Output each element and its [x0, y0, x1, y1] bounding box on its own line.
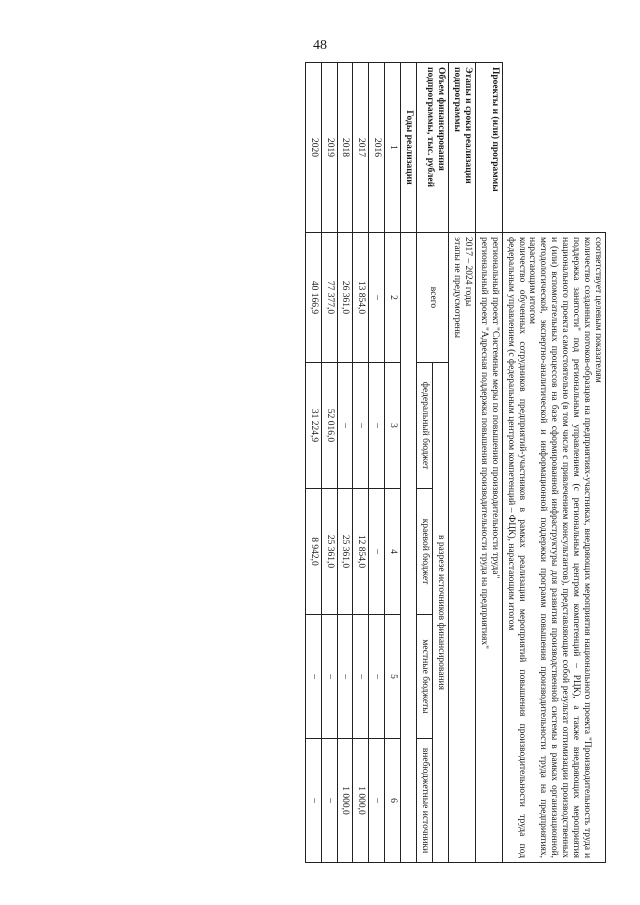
- total-header: всего: [417, 233, 449, 363]
- total-cell: –: [369, 233, 385, 363]
- col-number: 2: [385, 233, 401, 363]
- table-row: [321, 63, 337, 863]
- local-cell: –: [321, 615, 337, 739]
- col-numbers-row: [385, 63, 401, 863]
- stages-cell: [449, 233, 476, 863]
- indicators-cell: [502, 233, 605, 863]
- total-cell: 40 166,9: [305, 233, 321, 363]
- source-header-federal: федеральный бюджет: [417, 363, 433, 489]
- indicators-line: количество обученных сотрудников предприятий-участников в рамках реализации мероприятий повышения производительности труда под федеральным управлением (с федеральным центром компетенций – ФЦК), нарастающим итогом: [505, 237, 527, 859]
- year-cell: 2017: [353, 63, 369, 233]
- federal-cell: –: [353, 363, 369, 489]
- table-row: [305, 63, 321, 863]
- indicators-row: [502, 63, 605, 863]
- stages-label: Этапы и сроки реализации подпрограммы: [449, 63, 476, 233]
- project-line: региональный проект "Системные меры по повышению производительности труда": [489, 237, 500, 579]
- local-cell: –: [305, 615, 321, 739]
- regional-cell: 25 361,0: [321, 489, 337, 615]
- table-row: [337, 63, 353, 863]
- years-header-row: [401, 63, 417, 863]
- indicators-line: соответствует целевым показателям: [593, 237, 603, 383]
- total-cell: 26 361,0: [337, 233, 353, 363]
- year-cell: 2020: [305, 63, 321, 233]
- years-header: Годы реализации: [401, 63, 417, 233]
- total-cell: 13 854,0: [353, 233, 369, 363]
- projects-label: Проекты и (или) программы: [475, 63, 502, 233]
- local-cell: –: [353, 615, 369, 739]
- table-row: [353, 63, 369, 863]
- year-cell: 2016: [369, 63, 385, 233]
- col-number: 5: [385, 615, 401, 739]
- page-number: 48: [313, 38, 327, 53]
- local-cell: –: [369, 615, 385, 739]
- federal-cell: –: [369, 363, 385, 489]
- stage-line: 2017 – 2024 годы: [462, 237, 473, 307]
- offbudget-cell: 1 000,0: [337, 739, 353, 863]
- rotated-page: [106, 62, 606, 862]
- federal-cell: 31 224,9: [305, 363, 321, 489]
- passport-table: [305, 62, 606, 863]
- offbudget-cell: –: [369, 739, 385, 863]
- col-number: 3: [385, 363, 401, 489]
- regional-cell: –: [369, 489, 385, 615]
- year-cell: 2018: [337, 63, 353, 233]
- federal-cell: –: [337, 363, 353, 489]
- year-cell: 2019: [321, 63, 337, 233]
- projects-cell: [475, 233, 502, 863]
- col-number: 1: [385, 63, 401, 233]
- stage-line: этапы не предусмотрены: [451, 237, 462, 339]
- offbudget-cell: 1 000,0: [353, 739, 369, 863]
- stages-row: [449, 63, 476, 863]
- source-header-offbudget: внебюджетные источники: [417, 739, 433, 863]
- col-number: 6: [385, 739, 401, 863]
- table-row: [369, 63, 385, 863]
- source-header-regional: краевой бюджет: [417, 489, 433, 615]
- project-line: региональный проект "Адресная поддержка повышения производительности труда на предприятиях": [478, 237, 489, 650]
- funding-label: Объем финансирования подпрограммы, тыс. рублей: [417, 63, 449, 233]
- col-number: 4: [385, 489, 401, 615]
- local-cell: –: [337, 615, 353, 739]
- funding-header-row: [433, 63, 449, 863]
- regional-cell: 12 854,0: [353, 489, 369, 615]
- indicators-line: количество созданных потоков-образцов на предприятиях-участниках, внедряющих мероприятия национального проекта "Производительность труда и поддержка занятости" под региональным управлением (с региональным центром компетенций – РЦК), а также внедряющих мероприятия национального проекта самостоятельно (в том числе с привлечением консультантов), представляющие собой результат оптимизации производственных и (или) вспомогательных процессов на базе сформированной инфраструктуры для развития производственной системы в рамках организационной, методологической, экспертно-аналитической и информационной поддержки программ повышения производительности труда на предприятиях, нарастающим итогом: [527, 237, 593, 859]
- offbudget-cell: –: [305, 739, 321, 863]
- regional-cell: 25 361,0: [337, 489, 353, 615]
- projects-row: [475, 63, 502, 863]
- offbudget-cell: –: [321, 739, 337, 863]
- by-sources-header: в разрезе источников финансирования: [433, 363, 449, 863]
- federal-cell: 52 016,0: [321, 363, 337, 489]
- regional-cell: 8 942,0: [305, 489, 321, 615]
- source-header-local: местные бюджеты: [417, 615, 433, 739]
- total-cell: 77 377,0: [321, 233, 337, 363]
